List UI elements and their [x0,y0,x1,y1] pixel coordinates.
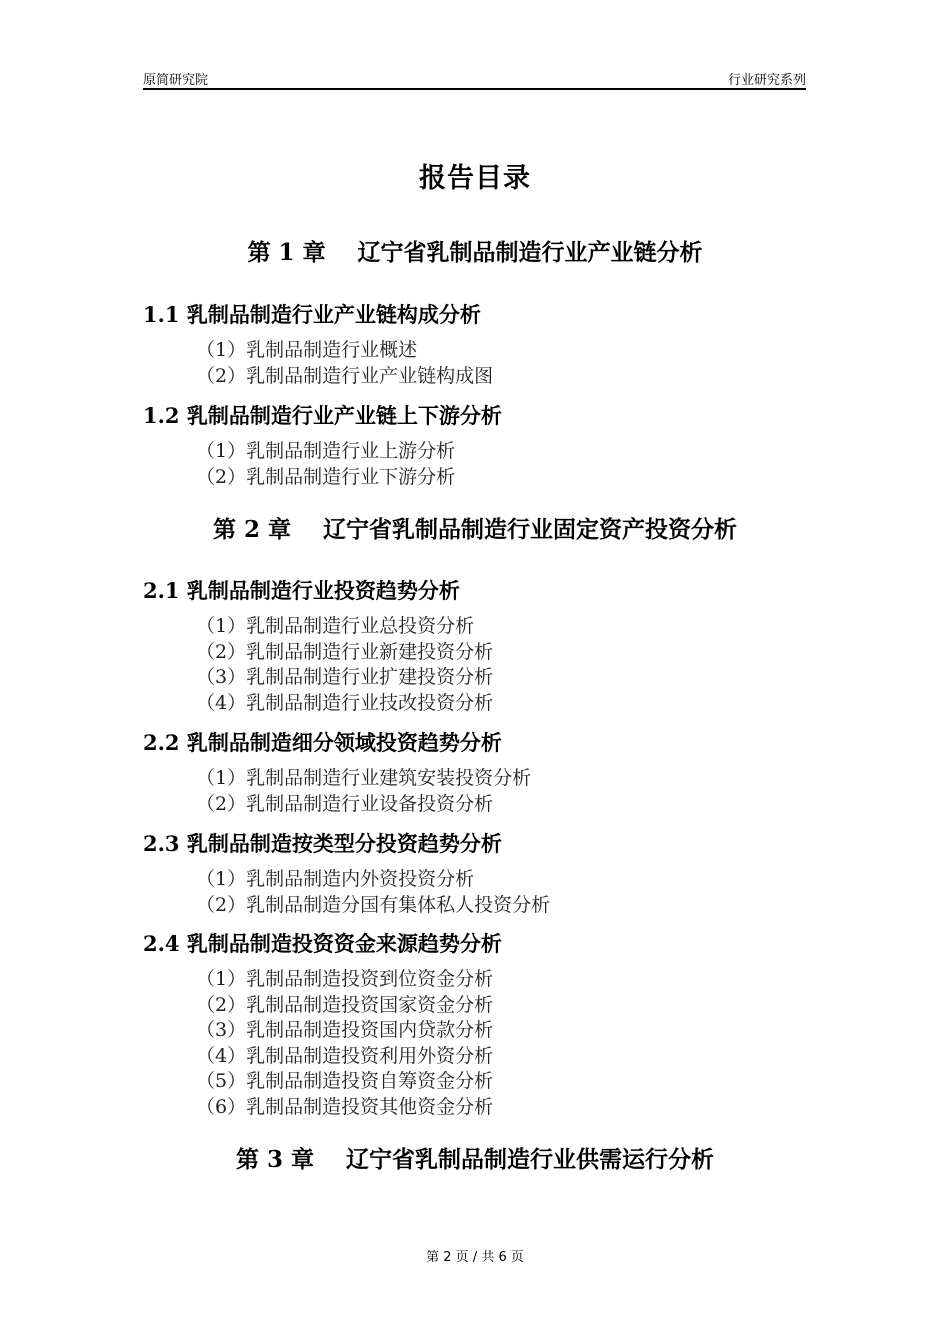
section-2-1-items [196,614,493,716]
header-series-name: 行业研究系列 [727,73,806,88]
section-1-2-items [196,439,455,490]
toc-item: （1）乳制品制造行业总投资分析 [196,615,475,637]
chapter-2-heading: 第 2 章 辽宁省乳制品制造行业固定资产投资分析 [212,516,738,543]
section-1-1-items [196,338,493,389]
chapter-1-heading: 第 1 章 辽宁省乳制品制造行业产业链分析 [247,239,703,266]
toc-item: （2）乳制品制造行业产业链构成图 [196,364,494,387]
section-2-2-heading: 2.2 乳制品制造细分领域投资趋势分析 [143,730,502,755]
header-org-name: 原简研究院 [143,73,209,88]
toc-item: （2）乳制品制造投资国家资金分析 [196,993,494,1016]
toc-item: （2）乳制品制造行业下游分析 [196,465,456,488]
toc-item: （6）乳制品制造投资其他资金分析 [196,1095,494,1118]
toc-item: （2）乳制品制造行业设备投资分析 [196,792,494,815]
section-2-1-heading: 2.1 乳制品制造行业投资趋势分析 [143,578,460,603]
toc-item: （5）乳制品制造投资自筹资金分析 [196,1070,494,1092]
toc-item: （3）乳制品制造投资国内贷款分析 [196,1019,494,1041]
toc-item: （2）乳制品制造分国有集体私人投资分析 [196,893,551,916]
chapter-3-heading: 第 3 章 辽宁省乳制品制造行业供需运行分析 [235,1146,715,1173]
section-1-2-heading: 1.2 乳制品制造行业产业链上下游分析 [143,403,502,428]
section-2-4-heading: 2.4 乳制品制造投资资金来源趋势分析 [143,931,502,956]
toc-item: （1）乳制品制造投资到位资金分析 [196,968,494,990]
toc-item: （3）乳制品制造行业扩建投资分析 [196,666,494,688]
section-2-4-items [196,967,493,1120]
section-2-2-items [196,766,531,817]
page-title: 报告目录 [419,163,531,194]
page-number: 第 2 页 / 共 6 页 [426,1250,524,1265]
toc-item: （1）乳制品制造行业概述 [196,339,418,361]
toc-item: （1）乳制品制造行业建筑安装投资分析 [196,767,532,789]
section-2-3-items [196,867,550,918]
toc-item: （4）乳制品制造投资利用外资分析 [196,1044,494,1067]
toc-item: （4）乳制品制造行业技改投资分析 [196,691,494,714]
section-2-3-heading: 2.3 乳制品制造按类型分投资趋势分析 [143,831,502,856]
section-1-1-heading: 1.1 乳制品制造行业产业链构成分析 [143,302,481,327]
page-header [143,68,806,90]
toc-item: （1）乳制品制造内外资投资分析 [196,868,475,890]
toc-item: （1）乳制品制造行业上游分析 [196,440,456,462]
toc-item: （2）乳制品制造行业新建投资分析 [196,640,494,663]
